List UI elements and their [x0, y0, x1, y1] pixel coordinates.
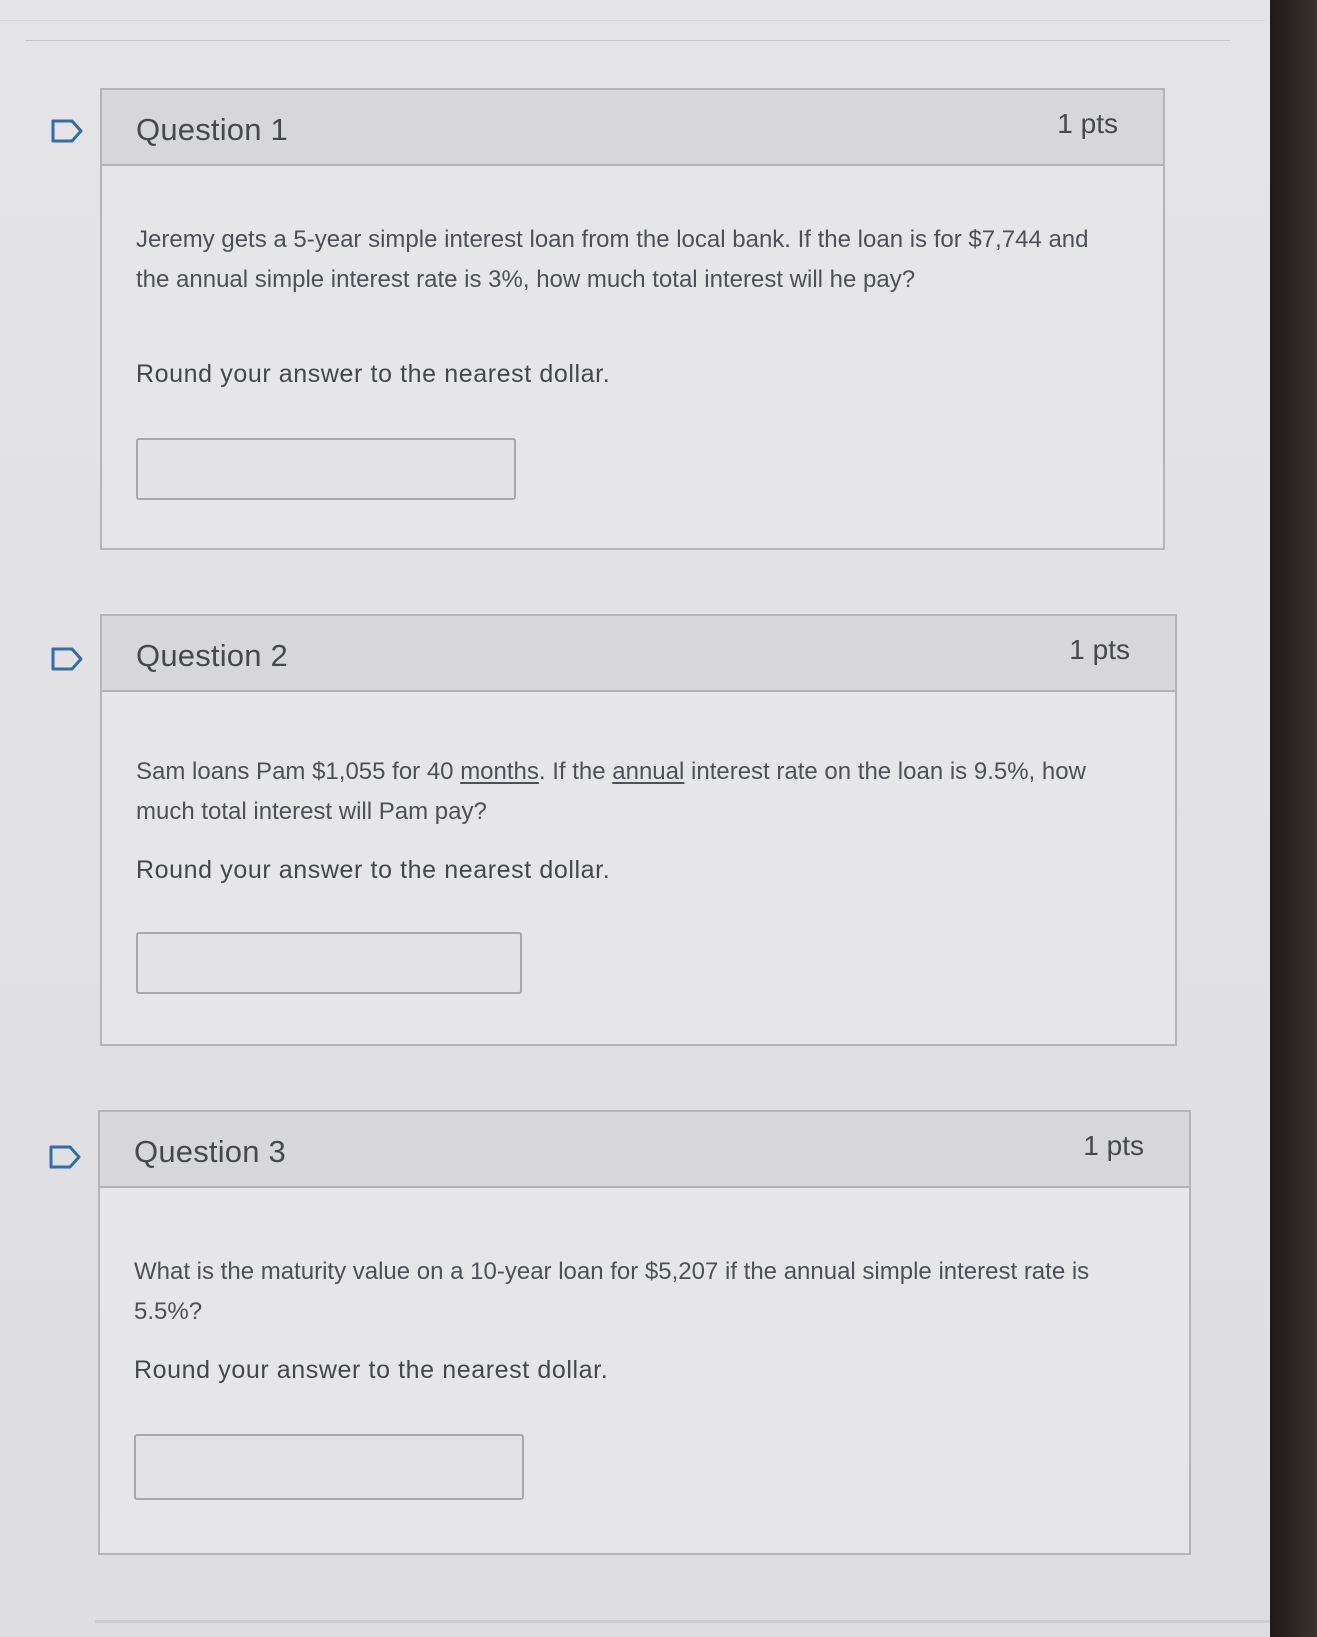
question-text-part: Sam loans Pam $1,055 for 40 — [136, 758, 461, 785]
question-header — [102, 616, 1175, 692]
question-points: 1 pts — [1083, 1130, 1144, 1161]
question-instruction: Round your answer to the nearest dollar. — [134, 1356, 609, 1384]
question-text: What is the maturity value on a 10-year loan for $5,207 if the annual simple interest rate is 5.5%? — [134, 1258, 1090, 1325]
question-text-part: interest rate on the loan is 9.5%, how much total interest will Pam pay? — [136, 758, 1086, 825]
divider — [0, 20, 1265, 21]
divider — [25, 40, 1230, 41]
question-points: 1 pts — [1057, 108, 1118, 139]
question-header — [102, 90, 1163, 166]
answer-input[interactable] — [136, 438, 516, 500]
question-text-part: . If the — [538, 758, 613, 785]
question-title: Question 2 — [136, 638, 288, 673]
answer-input[interactable] — [134, 1434, 524, 1500]
question-instruction: Round your answer to the nearest dollar. — [136, 360, 611, 388]
flag-question-icon[interactable] — [50, 118, 84, 144]
divider — [95, 1620, 1270, 1623]
question-card — [98, 1110, 1191, 1555]
question-text — [136, 752, 1135, 832]
flag-question-icon[interactable] — [50, 646, 84, 672]
answer-input[interactable] — [136, 932, 522, 994]
question-text: Jeremy gets a 5-year simple interest loan from the local bank. If the loan is for $7,744 and the annual simple interest rate is 3%, how much total interest will he pay? — [136, 226, 1089, 293]
question-title: Question 3 — [134, 1134, 286, 1169]
question-text-emphasis: annual — [612, 758, 685, 785]
device-bezel — [1270, 0, 1317, 1637]
question-instruction: Round your answer to the nearest dollar. — [136, 856, 611, 884]
question-title: Question 1 — [136, 112, 288, 147]
question-card — [100, 614, 1177, 1046]
flag-question-icon[interactable] — [48, 1144, 82, 1170]
question-card — [100, 88, 1165, 550]
question-points: 1 pts — [1069, 634, 1130, 665]
question-header — [100, 1112, 1189, 1188]
question-text-emphasis: months — [460, 758, 539, 785]
